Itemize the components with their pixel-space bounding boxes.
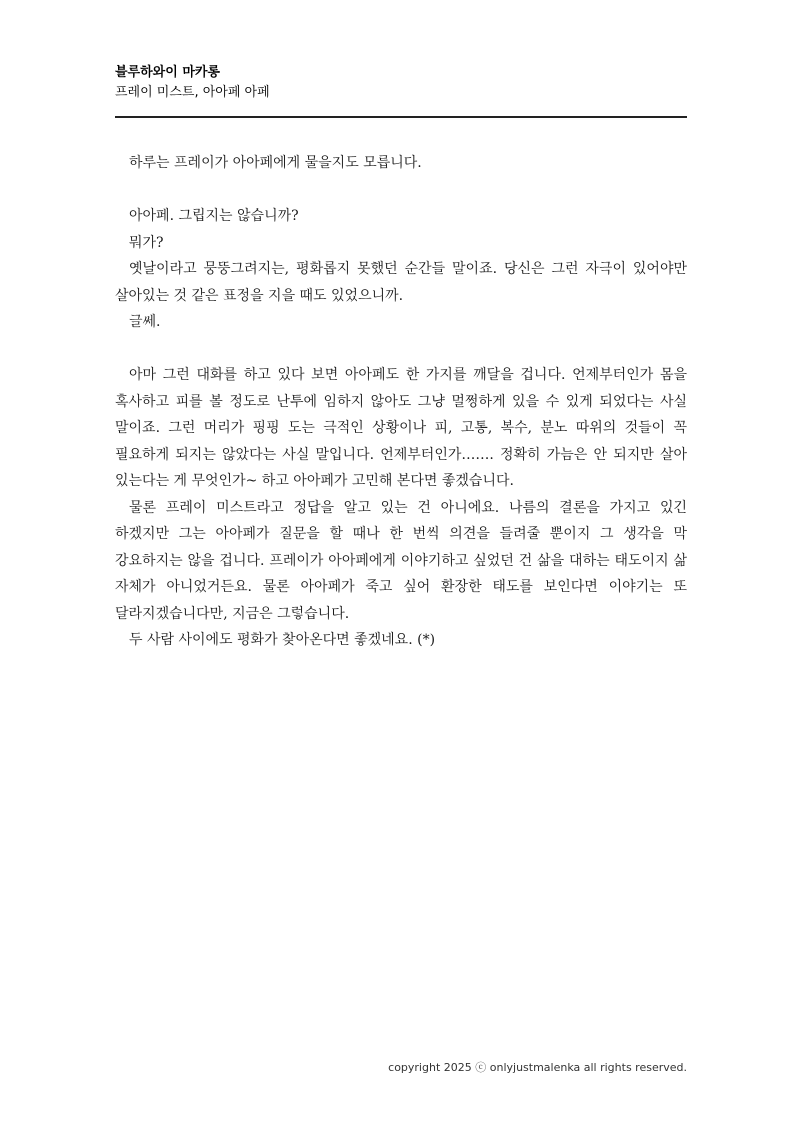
paragraph: 아마 그런 대화를 하고 있다 보면 아아페도 한 가지를 깨달을 겁니다. 언제부터인가 몸을 혹사하고 피를 볼 정도로 난투에 임하지 않아도 그냥 멀쩡하게 있을 수 있게 되었다는 사실 말이죠. 그런 머리가 핑핑 도는 극적인 상황이나 피, 고통, 복수, 분노 따위의 것들이 꼭 필요하게 되지는 않았다는 사실 말입니다. 언제부터인가……. 정확히 가늠은 안 되지만 살아 있는다는 게 무엇인가~ 하고 아아페가 고민해 본다면 좋겠습니다. [115,367,687,489]
page-header [115,63,687,103]
chapter-title: 프레이 미스트, 아아페 아페 [115,85,270,100]
paragraph: 글쎄. [129,314,161,330]
paragraph: 하루는 프레이가 아아페에게 물을지도 모릅니다. [129,155,422,171]
paragraph: 뭐가? [129,234,164,251]
paragraph: 아아페. 그립지는 않습니까? [129,208,299,224]
paragraph: 물론 프레이 미스트라고 정답을 알고 있는 건 아니에요. 나름의 결론을 가지고 있긴 하겠지만 그는 아아페가 질문을 할 때나 한 번씩 의견을 들려줄 뿐이지 그 생각을 막 강요하지는 않을 겁니다. 프레이가 아아페에게 이야기하고 싶었던 건 삶을 대하는 태도이지 삶 자체가 아니었거든요. 물론 아아페가 죽고 싶어 환장한 태도를 보인다면 이야기는 또 달라지겠습니다만, 지금은 그렇습니다. [115,499,687,622]
copyright-footer: copyright 2025 ⓒ onlyjustmalenka all rights reserved. [388,1061,687,1074]
paragraph-spacer [115,336,687,363]
header-divider [115,116,687,118]
paragraph-spacer [115,177,687,204]
paragraph: 옛날이라고 뭉뚱그려지는, 평화롭지 못했던 순간들 말이죠. 당신은 그런 자극이 있어야만 살아있는 것 같은 표정을 지을 때도 있었으니까. [115,261,687,304]
paragraph: 두 사람 사이에도 평화가 찾아온다면 좋겠네요. (*) [129,632,436,648]
series-title: 블루하와이 마카롱 [115,65,220,80]
body-text [115,150,687,654]
